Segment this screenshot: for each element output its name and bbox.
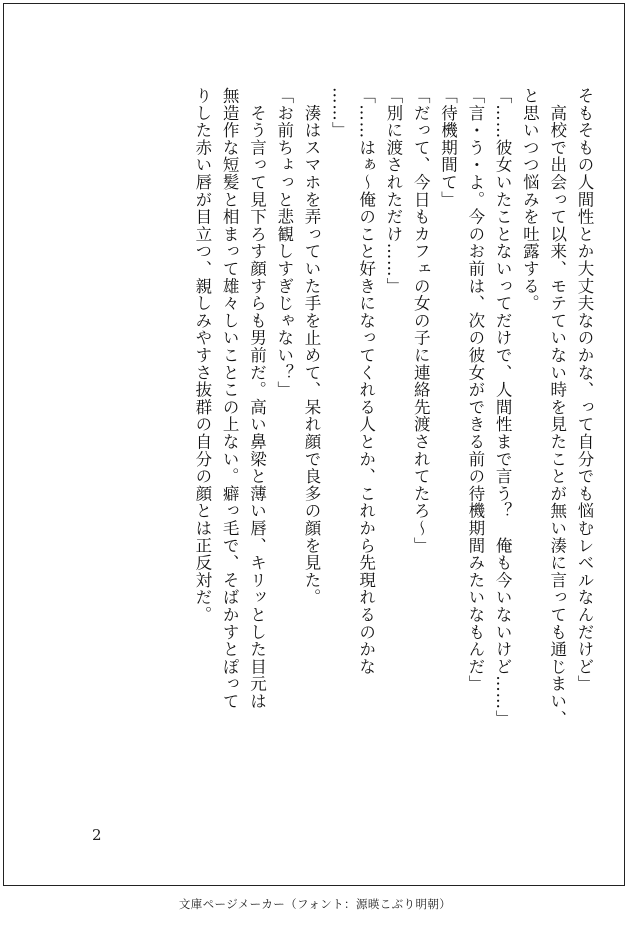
text-line: そもそもの人間性とか大丈夫なのかな、って自分でも悩むレベルなんだけど」 xyxy=(575,87,594,693)
text-line: 「言・う・よ。今のお前は、次の彼女ができる前の待機期間みたいなもんだ」 xyxy=(465,87,485,693)
text-line: 「……はぁ～俺のこと好きになってくれる人とか、これから先現れるのかな xyxy=(356,87,376,676)
text-line: 「だって、今日もカフェの女の子に連絡先渡されてたろ～」 xyxy=(411,87,431,555)
text-line: そう言って見下ろす顔すらも男前だ。高い鼻梁と薄い唇、キリッとした目元は xyxy=(247,87,267,710)
text-line: りした赤い唇が目立つ、親しみやすさ抜群の自分の顔とは正反対だ。 xyxy=(192,87,212,624)
page-number: 2 xyxy=(92,826,102,844)
text-line: 「待機期間て」 xyxy=(438,87,458,209)
text-line: 「お前ちょっと悲観しすぎじゃない？」 xyxy=(274,87,294,399)
text-line: 高校で出会って以来、モテていない時を見たことが無い湊に言っても通じまい、 xyxy=(547,87,567,728)
vertical-text-body xyxy=(189,87,598,807)
text-line: 無造作な短髪と相まって雄々しいことこの上ない。癖っ毛で、そばかすとぽって xyxy=(220,87,240,710)
text-line: ……」 xyxy=(329,87,349,139)
text-line: 湊はスマホを弄っていた手を止めて、呆れ顔で良多の顔を見た。 xyxy=(302,87,322,606)
text-line: 「別に渡されただけ……」 xyxy=(383,87,403,295)
footer-credit: 文庫ページメーカー（フォント：源暎こぶり明朝） xyxy=(178,897,452,911)
text-line: と思いつつ悩みを吐露する。 xyxy=(520,87,540,312)
text-line: 「……彼女いたことないってだけで、人間性まで言う？ 俺も今いないけど……」 xyxy=(493,87,513,728)
page-frame xyxy=(3,3,625,886)
